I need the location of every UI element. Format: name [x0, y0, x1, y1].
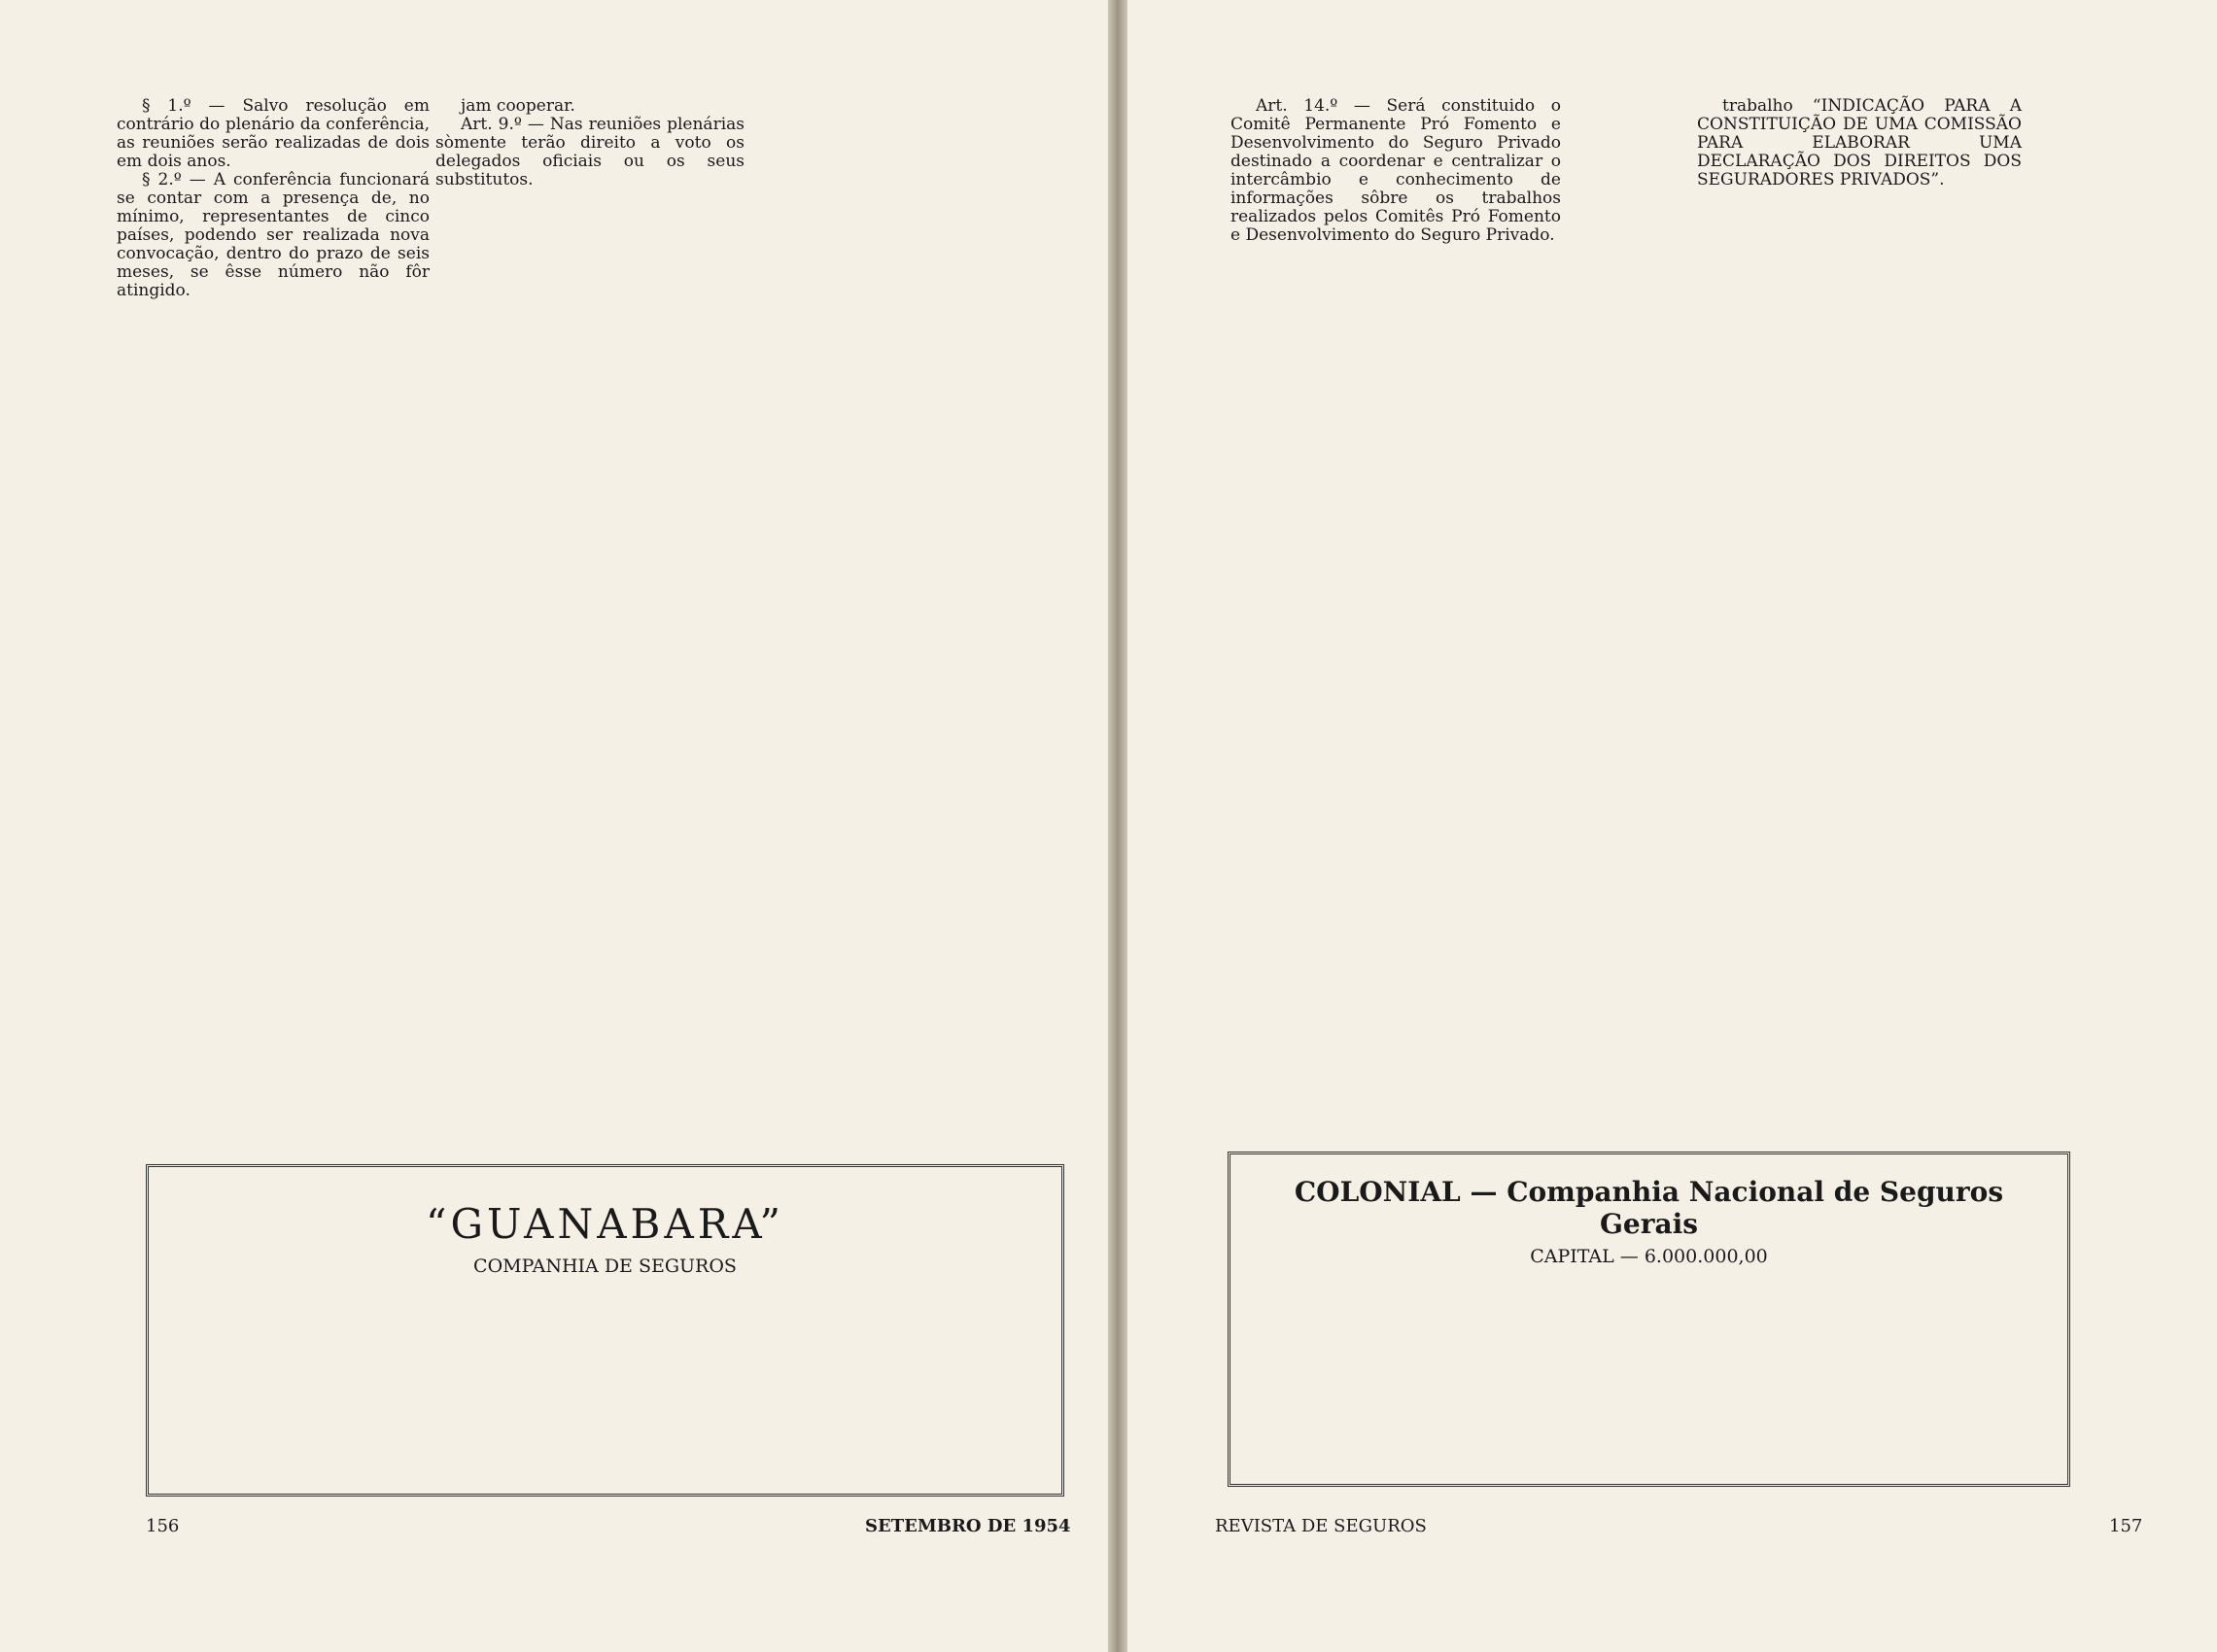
left-page-column-1 [117, 97, 430, 300]
paragraph: § 1.º — Salvo resolução em contrário do plenário da conferência, as reuniões serão realizadas de dois em dois anos. [117, 96, 430, 171]
paragraph: § 2.º — A conferência funcionará se contar com a presença de, no mínimo, representantes de cinco países, podendo ser realizada nova convocação, dentro do prazo de seis meses, se êsse número não fôr atingido. [117, 170, 430, 300]
right-page [1127, 0, 2217, 1652]
ad-title: “GUANABARA” [426, 1200, 784, 1248]
page-number: 157 [2109, 1516, 2143, 1536]
paragraph: Art. 9.º — Nas reuniões plenárias sòmente terão direito a voto os delegados oficiais ou os seus substitutos. [435, 115, 745, 189]
left-page-column-2 [435, 97, 745, 189]
ad-title: COLONIAL — Companhia Nacional de Seguros Gerais [1294, 1176, 2004, 1240]
ad-subtitle: COMPANHIA DE SEGUROS [473, 1256, 737, 1277]
page-number: 156 [146, 1516, 180, 1536]
ad-capital: CAPITAL — 6.000.000,00 [1530, 1246, 1768, 1267]
colonial-advertisement [1228, 1152, 2070, 1487]
paragraph: jam cooperar. [461, 96, 575, 116]
spine [1108, 0, 1127, 1652]
issue-date: SETEMBRO DE 1954 [865, 1516, 1071, 1536]
right-page-column-2 [1697, 97, 2022, 189]
paragraph: trabalho “INDICAÇÃO PARA A CONSTITUIÇÃO DE UMA COMISSÃO PARA ELABORAR UMA DECLARAÇÃO DOS DIREITOS DOS SEGURADORES PRIVADOS”. [1697, 96, 2022, 189]
journal-name: REVISTA DE SEGUROS [1215, 1516, 1427, 1536]
left-page [0, 0, 1108, 1652]
guanabara-advertisement [146, 1164, 1064, 1497]
paragraph: Art. 14.º — Será constituido o Comitê Permanente Pró Fomento e Desenvolvimento do Seguro Privado destinado a coordenar e centralizar o intercâmbio e conhecimento de informações sôbre os trabalhos realizados pelos Comitês Pró Fomento e Desenvolvimento do Seguro Privado. [1230, 96, 1561, 245]
right-page-column-1 [1230, 97, 1561, 245]
